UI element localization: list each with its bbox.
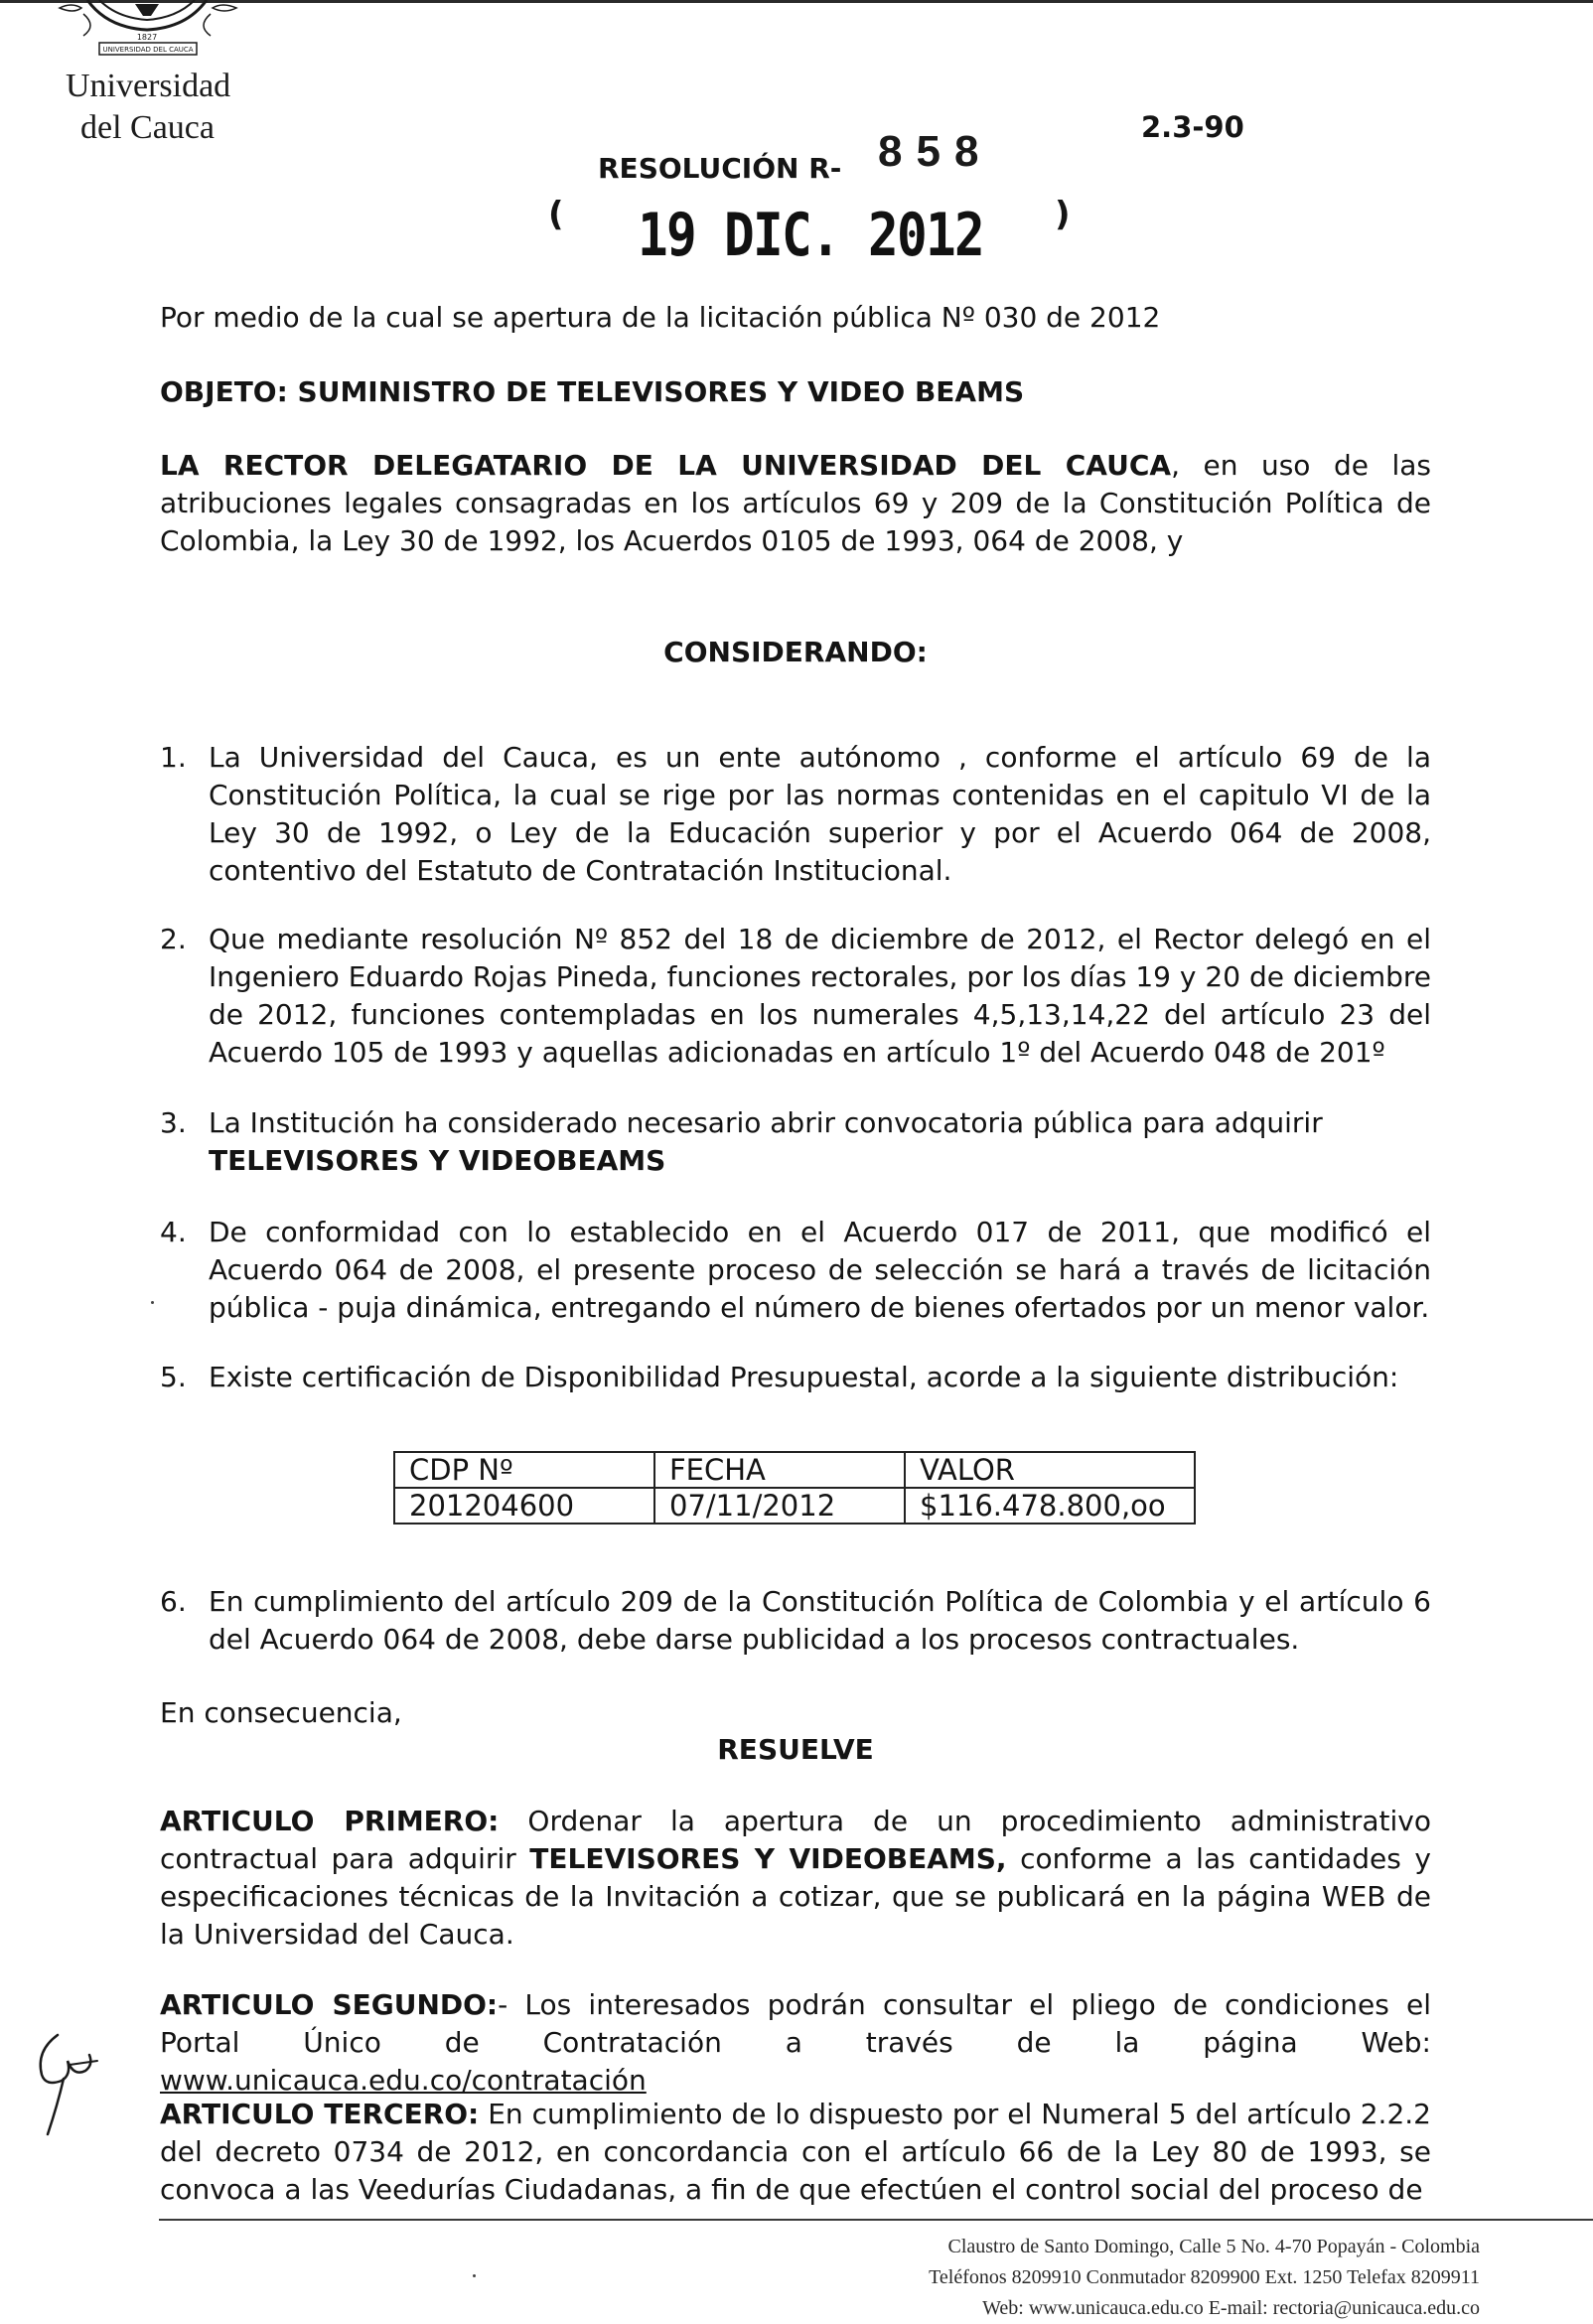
date-paren-close: ) (1055, 195, 1071, 234)
list-item-number: 4. (160, 1216, 187, 1248)
document-code: 2.3-90 (1141, 110, 1244, 144)
footer-line1: Claustro de Santo Domingo, Calle 5 No. 4-70 Popayán - Colombia (947, 2236, 1480, 2257)
cdp-table (393, 1451, 1196, 1525)
handwritten-initials-signature (28, 2031, 99, 2138)
list-item (160, 739, 1431, 890)
list-item-text: La Universidad del Cauca, es un ente autónomo , conforme el artículo 69 de la Constitución Política, la cual se rige por las normas contenidas en el capitulo VI de la Ley 30 de 1992, o Ley de la Educación superior y por el Acuerdo 064 de 2008, contentivo del Estatuto de Contratación Institucional. (209, 741, 1431, 887)
preamble-lead: LA RECTOR DELEGATARIO DE LA UNIVERSIDAD DEL CAUCA (160, 449, 1172, 482)
objeto-heading: OBJETO: SUMINISTRO DE TELEVISORES Y VIDEO BEAMS (160, 375, 1025, 408)
table-row (394, 1488, 1195, 1524)
articulo-tercero (160, 2096, 1431, 2209)
table-header-cell: CDP Nº (394, 1452, 654, 1488)
articulo-primero-label: ARTICULO PRIMERO: (160, 1805, 500, 1837)
footer-line3: Web: www.unicauca.edu.co E-mail: rectoria@unicauca.edu.co (982, 2297, 1480, 2319)
date-paren-open: ( (548, 195, 564, 234)
table-cell: $116.478.800,oo (905, 1488, 1195, 1524)
list-item-number: 6. (160, 1585, 187, 1618)
list-item-text: Que mediante resolución Nº 852 del 18 de diciembre de 2012, el Rector delegó en el Ingeniero Eduardo Rojas Pineda, funciones rectorales, por los días 19 y 20 de diciembre de 2012, funciones contempladas en los numerales 4,5,13,14,22 del artículo 23 del Acuerdo 105 de 1993 y aquellas adicionadas en artículo 1º del Acuerdo 048 de 201º (209, 923, 1431, 1069)
table-header-cell: FECHA (654, 1452, 905, 1488)
scan-speck (151, 1301, 154, 1304)
resolution-date-stamp: 19 DIC. 2012 (638, 201, 984, 270)
list-item-text: De conformidad con lo establecido en el Acuerdo 017 de 2011, que modificó el Acuerdo 064 de 2008, el presente proceso de selección se hará a través de licitación pública - puja dinámica, entregando el número de bienes ofertados por un menor valor. (209, 1216, 1431, 1324)
list-item-text-bold: TELEVISORES Y VIDEOBEAMS (209, 1144, 666, 1177)
scan-speck (473, 2274, 476, 2277)
articulo-primero-text-a: Ordenar la apertura de un procedimiento administrativo contractual para adquirir (160, 1805, 1431, 1875)
list-item (160, 1104, 1431, 1180)
university-name-line1: Universidad (66, 68, 231, 104)
list-item-text: Existe certificación de Disponibilidad Presupuestal, acorde a la siguiente distribución: (209, 1361, 1399, 1393)
table-header-cell: VALOR (905, 1452, 1195, 1488)
footer-line2: Teléfonos 8209910 Conmutador 8209900 Ext. 1250 Telefax 8209911 (929, 2266, 1480, 2288)
list-item-number: 1. (160, 741, 187, 774)
resolution-label: RESOLUCIÓN R- (598, 152, 842, 185)
articulo-tercero-text: En cumplimiento de lo dispuesto por el Numeral 5 del artículo 2.2.2 del decreto 0734 de 2012, en concordancia con el artículo 66 de la Ley 80 de 1993, se convoca a las Veedurías Ciudadanas, a fin de que efectúen el control social del proceso de (160, 2098, 1431, 2206)
table-header-row (394, 1452, 1195, 1488)
list-item-number: 2. (160, 923, 187, 955)
list-item-number: 5. (160, 1361, 187, 1393)
list-item (160, 1583, 1431, 1659)
list-item-number: 3. (160, 1106, 187, 1139)
university-name (66, 66, 230, 149)
list-item-text-main: La Institución ha considerado necesario abrir convocatoria pública para adquirir (209, 1106, 1323, 1139)
list-item (160, 1359, 1431, 1396)
intro-line: Por medio de la cual se apertura de la licitación pública Nº 030 de 2012 (160, 301, 1161, 334)
university-name-line2: del Cauca (80, 109, 215, 146)
university-seal-logo (48, 0, 246, 62)
svg-text:1827: 1827 (136, 33, 158, 42)
preamble-paragraph (160, 447, 1431, 560)
resolution-number: 858 (878, 127, 993, 176)
list-item-text: En cumplimiento del artículo 209 de la Constitución Política de Colombia y el artículo 6 del Acuerdo 064 de 2008, debe darse publicidad a los procesos contractuales. (209, 1585, 1431, 1656)
preamble-text: , en uso de las atribuciones legales consagradas en los artículos 69 y 209 de la Constitución Política de Colombia, la Ley 30 de 1992, los Acuerdos 0105 de 1993, 064 de 2008, y (160, 449, 1431, 557)
consecuencia-line: En consecuencia, (160, 1696, 402, 1729)
list-item (160, 1214, 1431, 1327)
articulo-tercero-label: ARTICULO TERCERO: (160, 2098, 480, 2130)
articulo-segundo-text: - Los interesados podrán consultar el pliego de condiciones el Portal Único de Contratación a través de la página Web: (160, 1988, 1432, 2059)
considerando-heading: CONSIDERANDO: (663, 636, 928, 668)
footer-rule (159, 2219, 1593, 2221)
list-item (160, 921, 1431, 1072)
table-cell: 07/11/2012 (654, 1488, 905, 1524)
svg-text:UNIVERSIDAD DEL CAUCA: UNIVERSIDAD DEL CAUCA (102, 46, 194, 54)
articulo-segundo (160, 1986, 1431, 2100)
articulo-segundo-label: ARTICULO SEGUNDO: (160, 1988, 499, 2021)
resuelve-heading: RESUELVE (717, 1733, 874, 1766)
articulo-primero-bold: TELEVISORES Y VIDEOBEAMS, (529, 1842, 1007, 1875)
table-cell: 201204600 (394, 1488, 654, 1524)
list-item-text (209, 1104, 1431, 1180)
articulo-primero (160, 1803, 1431, 1954)
footer-address (929, 2232, 1480, 2324)
contratacion-link[interactable]: www.unicauca.edu.co/contratación (160, 2064, 647, 2097)
articulo-primero-text-b: conforme a las cantidades y especificaciones técnicas de la Invitación a cotizar, que se publicará en la página WEB de la Universidad del Cauca. (160, 1842, 1431, 1951)
